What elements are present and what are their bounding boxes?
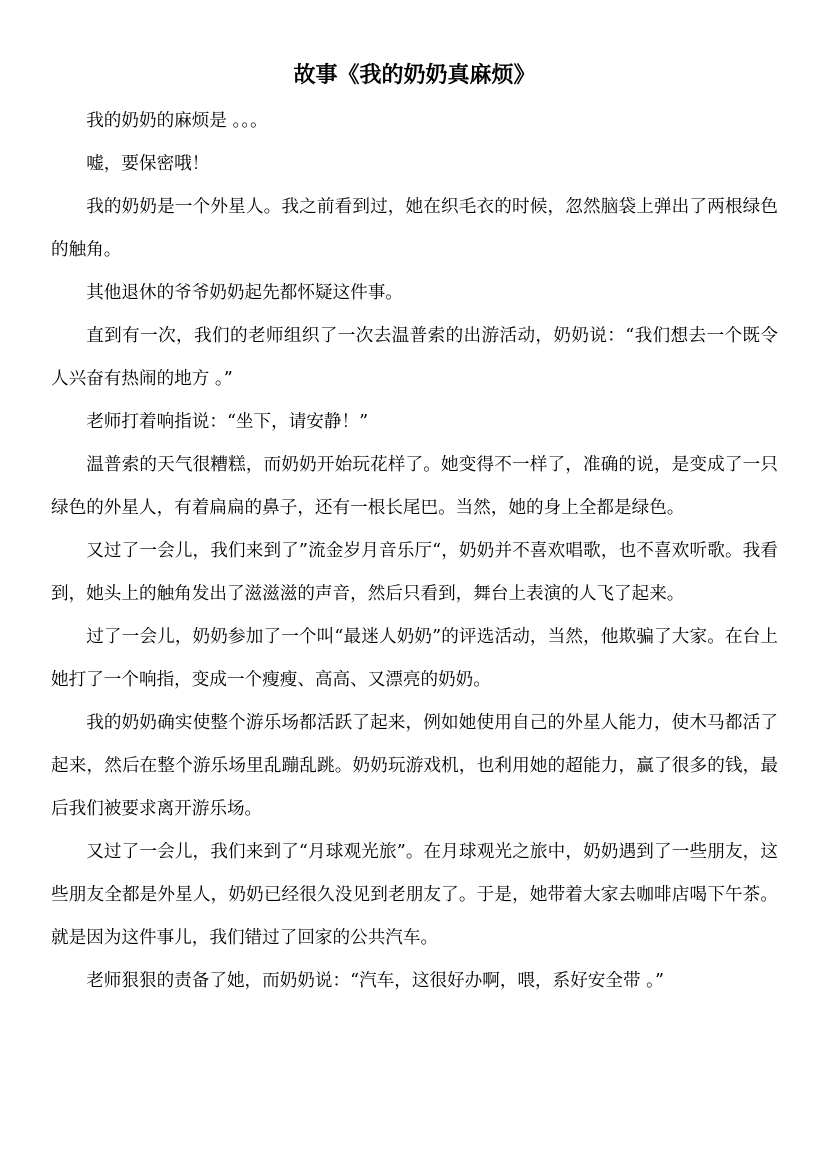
document-page xyxy=(51,60,778,1003)
paragraph: 老师打着响指说：“坐下，请安静！” xyxy=(86,412,369,432)
paragraph: 温普索的天气很糟糕，而奶奶开始玩花样了。她变得不一样了，准确的说，是变成了一只绿色的外星人，有着扁扁的鼻子，还有一根长尾巴。当然，她的身上全都是绿色。 xyxy=(51,455,778,518)
paragraph: 我的奶奶确实使整个游乐场都活跃了起来，例如她使用自己的外星人能力，使木马都活了起来，然后在整个游乐场里乱蹦乱跳。奶奶玩游戏机，也利用她的超能力，赢了很多的钱，最后我们被要求离开游乐场。 xyxy=(51,713,778,819)
paragraph: 直到有一次，我们的老师组织了一次去温普索的出游活动，奶奶说：“我们想去一个既令人兴奋有热闹的地方 。” xyxy=(51,326,778,389)
paragraph: 我的奶奶的麻烦是 。。。 xyxy=(86,111,268,131)
paragraph: 我的奶奶是一个外星人。我之前看到过，她在织毛衣的时候，忽然脑袋上弹出了两根绿色的触角。 xyxy=(51,197,778,260)
paragraph: 其他退休的爷爷奶奶起先都怀疑这件事。 xyxy=(86,283,403,303)
paragraph: 又过了一会儿，我们来到了“月球观光旅”。在月球观光之旅中，奶奶遇到了一些朋友，这些朋友全都是外星人，奶奶已经很久没见到老朋友了。于是，她带着大家去咖啡店喝下午茶。就是因为这件事儿，我们错过了回家的公共汽车。 xyxy=(51,842,778,948)
paragraph: 又过了一会儿，我们来到了”流金岁月音乐厅“，奶奶并不喜欢唱歌，也不喜欢听歌。我看到，她头上的触角发出了滋滋滋的声音，然后只看到，舞台上表演的人飞了起来。 xyxy=(51,541,778,604)
paragraph: 过了一会儿，奶奶参加了一个叫“最迷人奶奶”的评选活动，当然，他欺骗了大家。在台上她打了一个响指，变成一个瘦瘦、高高、又漂亮的奶奶。 xyxy=(51,627,778,690)
paragraph: 嘘，要保密哦！ xyxy=(86,154,210,174)
document-title: 故事《我的奶奶真麻烦》 xyxy=(293,62,536,88)
paragraph: 老师狠狠的责备了她，而奶奶说：“汽车，这很好办啊，喂，系好安全带 。” xyxy=(86,971,664,991)
